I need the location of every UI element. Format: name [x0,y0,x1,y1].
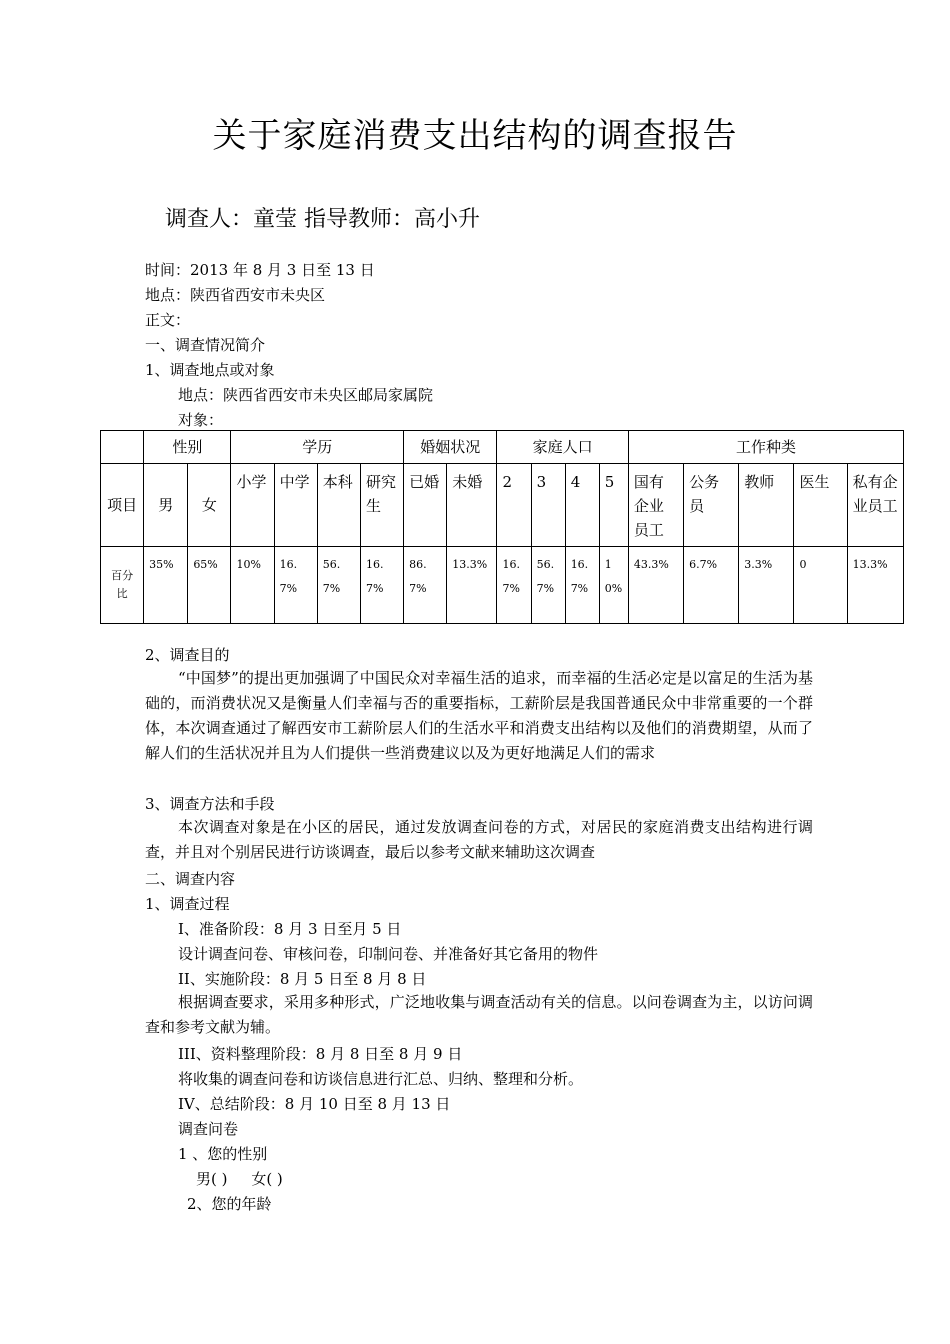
table-cell: 10% [599,547,628,624]
column-label: 私有企业员工 [847,464,903,547]
table-cell: 6.7% [684,547,739,624]
column-label: 医生 [794,464,847,547]
section1-heading: 一、调查情况简介 [145,336,266,354]
table-cell: 16.7% [274,547,317,624]
column-label: 3 [531,464,565,547]
stage4-line: IV、总结阶段：8 月 10 日至 8 月 13 日 [178,1095,451,1113]
column-label: 未婚 [447,464,497,547]
stage2-desc: 根据调查要求，采用多种形式，广泛地收集与调查活动有关的信息。以问卷调查为主，以访问调查和参考文献为辅。 [145,993,813,1036]
column-label: 男 [144,464,188,547]
column-label: 女 [188,464,231,547]
table-cell: 56.7% [531,547,565,624]
stage2-line: II、实施阶段：8 月 5 日至 8 月 8 日 [178,970,427,988]
purpose-heading: 2、调查目的 [145,646,230,664]
table-cell: 10% [231,547,274,624]
time-line: 时间：2013 年 8 月 3 日至 13 日 [145,261,375,279]
group-header: 婚姻状况 [404,431,497,464]
object-line: 对象： [178,411,224,429]
table-corner-cell [101,431,144,464]
table-header-row [101,431,904,464]
column-label: 小学 [231,464,274,547]
column-label: 已婚 [404,464,447,547]
question-2: 2、您的年龄 [187,1195,272,1213]
row-label-percent: 百分比 [101,547,144,624]
group-header: 工作种类 [628,431,903,464]
table-cell: 35% [144,547,188,624]
group-header: 学历 [231,431,404,464]
method-paragraph: 本次调查对象是在小区的居民，通过发放调查问卷的方式，对居民的家庭消费支出结构进行调查，并且对个别居民进行访谈调查，最后以参考文献来辅助这次调查 [145,818,813,861]
column-label: 研究生 [360,464,403,547]
table-cell: 0 [794,547,847,624]
table-cell: 86.7% [404,547,447,624]
question-1: 1 、您的性别 [178,1145,268,1163]
method-heading: 3、调查方法和手段 [145,795,275,813]
column-label: 中学 [274,464,317,547]
section2-heading: 二、调查内容 [145,870,236,888]
column-label: 2 [497,464,531,547]
place-line: 地点：陕西省西安市未央区 [145,286,326,304]
group-header: 性别 [144,431,231,464]
survey-table [100,430,904,624]
row-label-item: 项目 [101,464,144,547]
table-row-item [101,464,904,547]
column-label: 4 [565,464,599,547]
table-cell: 13.3% [447,547,497,624]
stage3-line: III、资料整理阶段：8 月 8 日至 8 月 9 日 [178,1045,463,1063]
questionnaire-label: 调查问卷 [178,1120,239,1138]
column-label: 本科 [317,464,360,547]
purpose-paragraph: “中国梦”的提出更加强调了中国民众对幸福生活的追求，而幸福的生活必定是以富足的生活为基础的，而消费状况又是衡量人们幸福与否的重要指标，工薪阶层是我国普通民众中非常重要的一个群体，本次调查通过了解西安市工薪阶层人们的生活水平和消费支出结构以及他们的消费期望，从而了解人们的生活状况并且为人们提供一些消费建议以及为更好地满足人们的需求 [145,669,813,762]
table-cell: 3.3% [739,547,794,624]
page-title: 关于家庭消费支出结构的调查报告 [212,116,738,156]
table-cell: 65% [188,547,231,624]
table-row-percent [101,547,904,624]
table-cell: 16.7% [497,547,531,624]
question-1-options: 男( ) 女( ) [196,1170,283,1188]
stage1-desc: 设计调查问卷、审核问卷，印制问卷、并准备好其它备用的物件 [178,945,599,963]
table-cell: 16.7% [565,547,599,624]
body-label: 正文： [145,311,191,329]
table-cell: 56.7% [317,547,360,624]
table-cell: 43.3% [628,547,683,624]
group-header: 家庭人口 [497,431,628,464]
table-cell: 13.3% [847,547,903,624]
table-cell: 16.7% [360,547,403,624]
column-label: 5 [599,464,628,547]
stage1-line: I、准备阶段：8 月 3 日至月 5 日 [178,920,402,938]
section2-sub1: 1、调查过程 [145,895,230,913]
location-line: 地点：陕西省西安市未央区邮局家属院 [178,386,434,404]
column-label: 公务员 [684,464,739,547]
author-line: 调查人：童莹 指导教师：高小升 [165,207,480,232]
stage3-desc: 将收集的调查问卷和访谈信息进行汇总、归纳、整理和分析。 [178,1070,584,1088]
column-label: 国有企业员工 [628,464,683,547]
column-label: 教师 [739,464,794,547]
section1-sub1: 1、调查地点或对象 [145,361,275,379]
